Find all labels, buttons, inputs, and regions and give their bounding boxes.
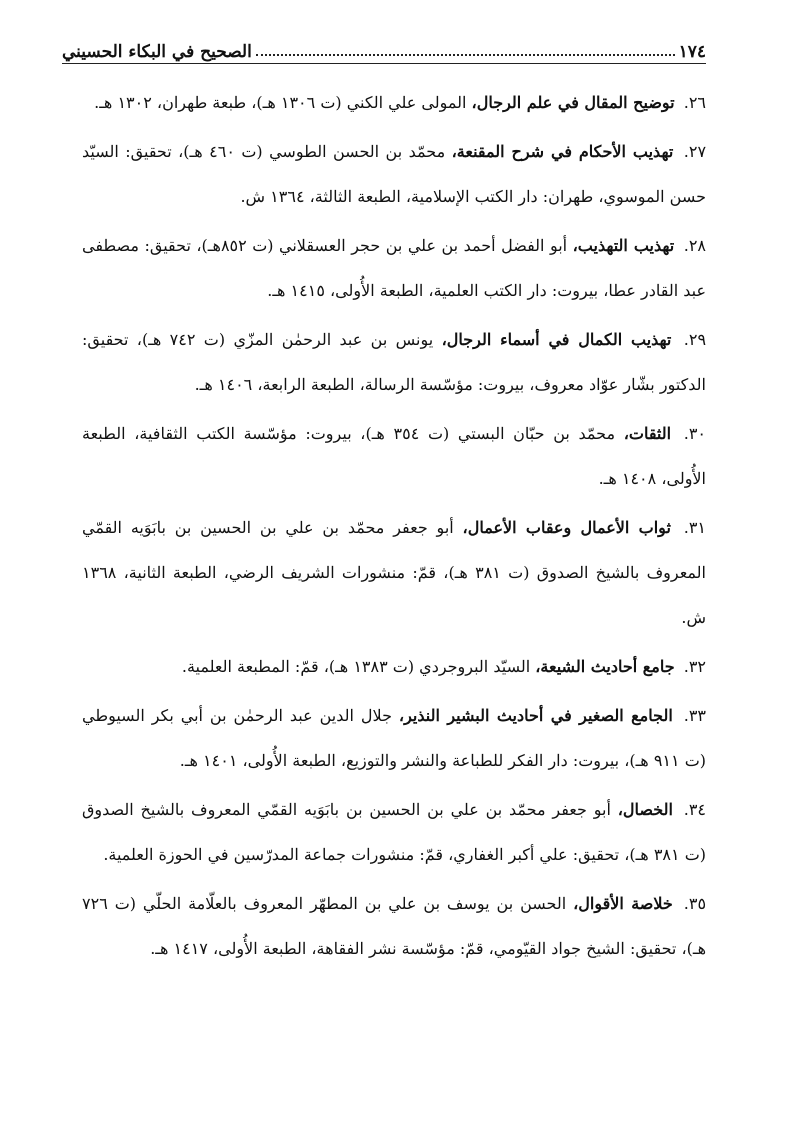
entry-text: أبو جعفر محمّد بن علي بن الحسين بن بابَوَيه القمّي المعروف بالشيخ الصدوق (ت ٣٨١ هـ)، قمّ: منشورات الشريف الرضي، الطبعة الثانية، ١٣٦٨ ش. — [82, 518, 706, 627]
header-dotted-leader — [256, 54, 675, 56]
running-title: الصحيح في البكاء الحسيني — [62, 42, 252, 62]
entry-text: أبو الفضل أحمد بن علي بن حجر العسقلاني (ت ٨٥٢هـ)، تحقيق: مصطفى عبد القادر عطا، بيروت: دار الكتب العلمية، الطبعة الأُولى، ١٤١٥ هـ. — [82, 236, 706, 300]
entry-text: محمّد بن حبّان البستي (ت ٣٥٤ هـ)، بيروت: مؤسّسة الكتب الثقافية، الطبعة الأُولى، ١٤٠٨ هـ. — [82, 424, 706, 488]
entry-title: ثواب الأعمال وعقاب الأعمال، — [462, 518, 671, 537]
bibliography-entry-34 — [82, 787, 706, 877]
entry-number: ٣٤. — [683, 800, 707, 819]
entry-number: ٣٣. — [683, 706, 707, 725]
entry-text: محمّد بن الحسن الطوسي (ت ٤٦٠ هـ)، تحقيق: السيّد حسن الموسوي، طهران: دار الكتب الإسلامية، الطبعة الثالثة، ١٣٦٤ ش. — [82, 142, 706, 206]
entry-title: الخصال، — [617, 800, 673, 819]
entry-number: ٢٩. — [683, 330, 707, 349]
bibliography-entry-29 — [82, 317, 706, 407]
bibliography-entry-28 — [82, 223, 706, 313]
bibliography-entry-33 — [82, 693, 706, 783]
page-header — [62, 28, 706, 62]
entry-number: ٣٠. — [683, 424, 707, 443]
page-number: ١٧٤ — [678, 42, 706, 62]
entry-text: الحسن بن يوسف بن علي بن المطهّر المعروف بالعلّامة الحلّي (ت ٧٢٦ هـ)، تحقيق: الشيخ جواد القيّومي، قمّ: مؤسّسة نشر الفقاهة، الطبعة الأُولى، ١٤١٧ هـ. — [82, 894, 706, 958]
header-rule — [62, 63, 706, 64]
entry-text: السيّد البروجردي (ت ١٣٨٣ هـ)، قمّ: المطبعة العلمية. — [181, 657, 531, 676]
bibliography-entry-26 — [82, 80, 706, 125]
bibliography-entry-30 — [82, 411, 706, 501]
entry-number: ٣١. — [683, 518, 706, 537]
entry-number: ٣٥. — [683, 894, 707, 913]
bibliography-entry-35 — [82, 881, 706, 971]
entry-number: ٣٢. — [683, 657, 706, 676]
entry-title: تهذيب التهذيب، — [572, 236, 675, 255]
entry-text: جلال الدين عبد الرحمٰن بن أبي بكر السيوطي (ت ٩١١ هـ)، بيروت: دار الفكر للطباعة والنشر والتوزيع، الطبعة الأُولى، ١٤٠١ هـ. — [82, 706, 706, 770]
entry-text: المولى علي الكني (ت ١٣٠٦ هـ)، طبعة طهران، ١٣٠٢ هـ. — [94, 93, 467, 112]
entry-text: أبو جعفر محمّد بن علي بن الحسين بن بابَوَيه القمّي المعروف بالشيخ الصدوق (ت ٣٨١ هـ)، تحقيق: علي أكبر الغفاري، قمّ: منشورات جماعة المدرّسين في الحوزة العلمية. — [82, 800, 706, 864]
bibliography-entry-27 — [82, 129, 706, 219]
bibliography-entry-31 — [82, 505, 706, 640]
entry-number: ٢٨. — [683, 236, 706, 255]
entry-text: يونس بن عبد الرحمٰن المزّي (ت ٧٤٢ هـ)، تحقيق: الدكتور بشّار عوّاد معروف، بيروت: مؤسّسة الرسالة، الطبعة الرابعة، ١٤٠٦ هـ. — [82, 330, 706, 394]
bibliography-entry-32 — [82, 644, 706, 689]
entry-number: ٢٦. — [683, 93, 706, 112]
entry-title: تهذيب الأحكام في شرح المقنعة، — [451, 142, 674, 161]
entry-title: خلاصة الأقوال، — [573, 894, 673, 913]
bibliography-list — [82, 80, 706, 975]
entry-title: توضيح المقال في علم الرجال، — [471, 93, 675, 112]
entry-title: الجامع الصغير في أحاديث البشير النذير، — [398, 706, 673, 725]
entry-title: جامع أحاديث الشيعة، — [535, 657, 675, 676]
entry-title: الثقات، — [623, 424, 672, 443]
entry-number: ٢٧. — [683, 142, 707, 161]
entry-title: تهذيب الكمال في أسماء الرجال، — [441, 330, 672, 349]
